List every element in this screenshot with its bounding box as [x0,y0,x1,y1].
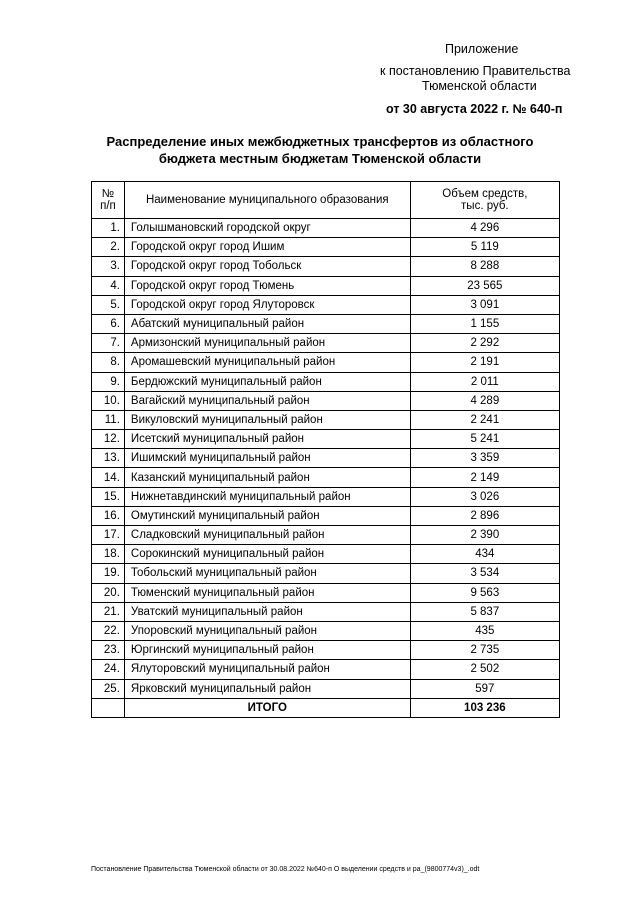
row-name: Ялуторовский муниципальный район [124,660,410,679]
col-num-header [92,182,125,219]
row-name: Голышмановский городской округ [124,219,410,238]
row-num: 15. [92,487,125,506]
row-num: 19. [92,564,125,583]
row-name: Уватский муниципальный район [124,602,410,621]
table-row [92,641,560,660]
row-name: Сорокинский муниципальный район [124,545,410,564]
distribution-table [91,181,560,718]
row-amount: 2 149 [410,468,559,487]
table-row [92,487,560,506]
row-amount: 5 837 [410,602,559,621]
row-name: Викуловский муниципальный район [124,410,410,429]
table-row [92,506,560,525]
total-amount: 103 236 [410,698,559,717]
row-amount: 435 [410,621,559,640]
row-amount: 2 502 [410,660,559,679]
title-line-2: бюджета местным бюджетам Тюменской области [158,151,482,166]
row-amount: 2 191 [410,353,559,372]
table-row [92,314,560,333]
table-row [92,430,560,449]
row-amount: 3 534 [410,564,559,583]
col-name-header: Наименование муниципального образования [124,182,410,219]
row-amount: 5 119 [410,238,559,257]
row-name: Городской округ город Ялуторовск [124,295,410,314]
total-label: ИТОГО [124,698,410,717]
row-amount: 5 241 [410,430,559,449]
row-name: Ярковский муниципальный район [124,679,410,698]
resolution-date: от 30 августа 2022 г. № 640-п [386,102,563,116]
row-num: 23. [92,641,125,660]
table-row [92,257,560,276]
table-row [92,449,560,468]
row-amount: 2 011 [410,372,559,391]
title-line-1: Распределение иных межбюджетных трансфертов из областного [106,134,534,149]
row-amount: 2 896 [410,506,559,525]
table-row [92,564,560,583]
row-name: Сладковский муниципальный район [124,526,410,545]
row-num: 22. [92,621,125,640]
row-amount: 4 289 [410,391,559,410]
appendix-label: Приложение [445,42,519,56]
row-num: 16. [92,506,125,525]
row-name: Городской округ город Тюмень [124,276,410,295]
row-num: 4. [92,276,125,295]
table-row [92,545,560,564]
row-num: 9. [92,372,125,391]
table-row [92,526,560,545]
row-amount: 597 [410,679,559,698]
file-footer: Постановление Правительства Тюменской области от 30.08.2022 №640-п О выделении средств и ра_(9800774v3)_.odt [91,866,480,873]
row-num: 6. [92,314,125,333]
row-name: Городской округ город Тобольск [124,257,410,276]
row-amount: 2 735 [410,641,559,660]
row-amount: 3 026 [410,487,559,506]
row-name: Тобольский муниципальный район [124,564,410,583]
row-num: 18. [92,545,125,564]
col-num-line1: № [101,188,115,200]
table-header-row [92,182,560,219]
row-name: Нижнетавдинский муниципальный район [124,487,410,506]
row-name: Казанский муниципальный район [124,468,410,487]
row-num: 20. [92,583,125,602]
row-amount: 4 296 [410,219,559,238]
row-name: Омутинский муниципальный район [124,506,410,525]
row-name: Армизонский муниципальный район [124,334,410,353]
row-num: 3. [92,257,125,276]
row-name: Абатский муниципальный район [124,314,410,333]
table-row [92,679,560,698]
total-row [92,698,560,717]
table-row [92,468,560,487]
table-row [92,372,560,391]
row-num: 25. [92,679,125,698]
row-name: Упоровский муниципальный район [124,621,410,640]
row-amount: 8 288 [410,257,559,276]
row-num: 13. [92,449,125,468]
col-amount-line1: Объем средств, [442,188,528,200]
row-name: Аромашевский муниципальный район [124,353,410,372]
table-row [92,334,560,353]
row-amount: 434 [410,545,559,564]
row-name: Бердюжский муниципальный район [124,372,410,391]
row-name: Вагайский муниципальный район [124,391,410,410]
col-num-line2: п/п [100,200,116,212]
row-num: 7. [92,334,125,353]
table-row [92,353,560,372]
row-name: Исетский муниципальный район [124,430,410,449]
row-name: Ишимский муниципальный район [124,449,410,468]
row-amount: 3 091 [410,295,559,314]
row-name: Городской округ город Ишим [124,238,410,257]
total-num-cell [92,698,125,717]
row-num: 5. [92,295,125,314]
row-name: Тюменский муниципальный район [124,583,410,602]
table-row [92,295,560,314]
row-amount: 2 241 [410,410,559,429]
table-row [92,621,560,640]
col-amount-header [410,182,559,219]
table-row [92,602,560,621]
table-row [92,391,560,410]
row-num: 17. [92,526,125,545]
row-num: 1. [92,219,125,238]
table-row [92,219,560,238]
row-amount: 9 563 [410,583,559,602]
row-num: 10. [92,391,125,410]
row-num: 14. [92,468,125,487]
row-amount: 2 390 [410,526,559,545]
row-name: Юргинский муниципальный район [124,641,410,660]
row-num: 11. [92,410,125,429]
col-amount-line2: тыс. руб. [461,200,509,212]
table-row [92,583,560,602]
document-title [0,133,640,167]
row-num: 24. [92,660,125,679]
row-num: 12. [92,430,125,449]
table-row [92,238,560,257]
table-row [92,660,560,679]
row-num: 2. [92,238,125,257]
region-name: Тюменской области [422,79,537,93]
row-num: 8. [92,353,125,372]
row-amount: 1 155 [410,314,559,333]
table-row [92,410,560,429]
table-row [92,276,560,295]
resolution-ref: к постановлению Правительства [380,64,571,78]
row-amount: 2 292 [410,334,559,353]
row-amount: 3 359 [410,449,559,468]
row-amount: 23 565 [410,276,559,295]
row-num: 21. [92,602,125,621]
